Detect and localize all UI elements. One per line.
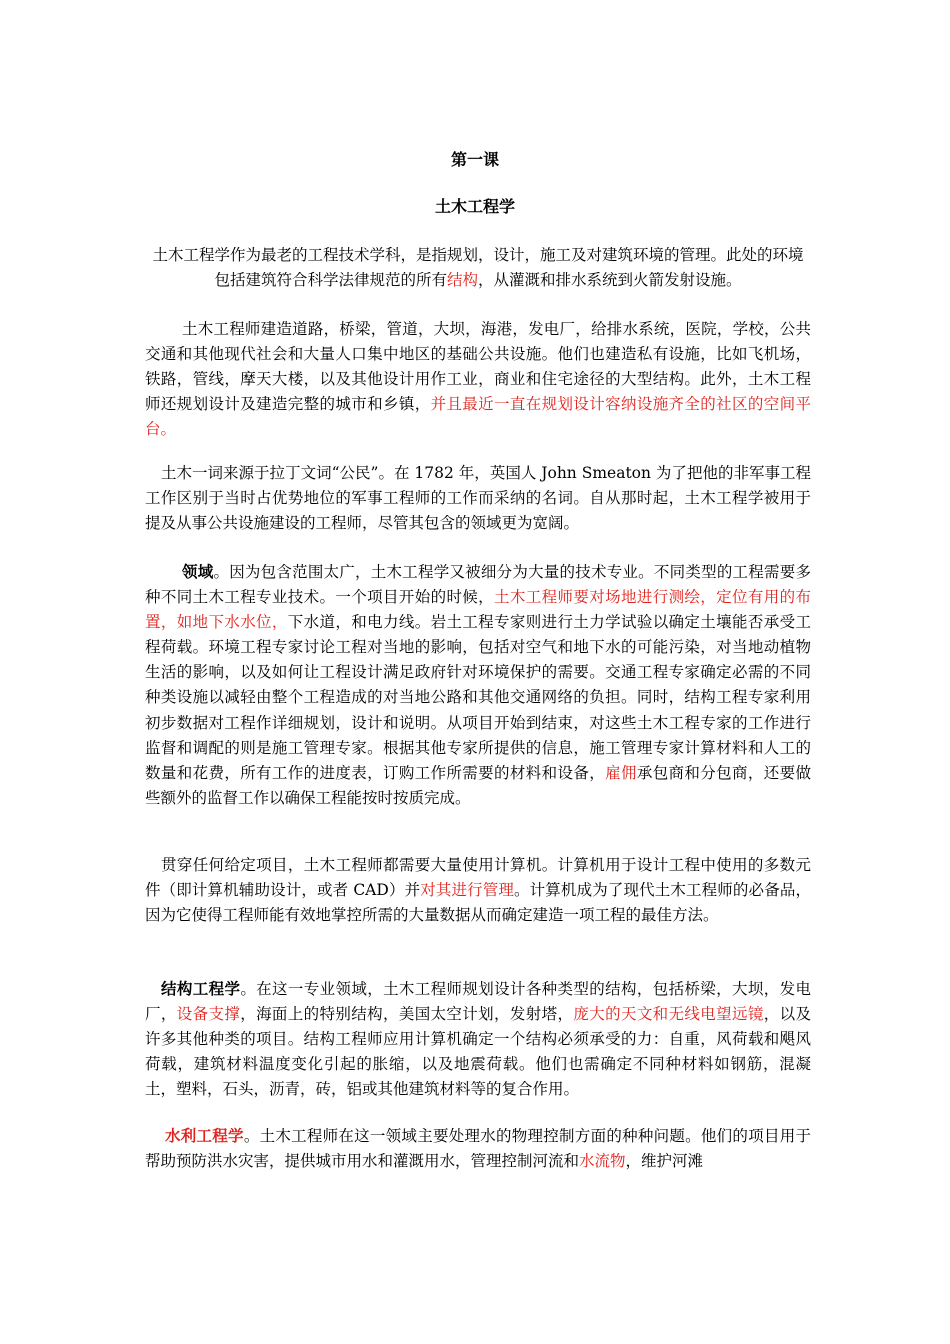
paragraph-intro [145,243,811,293]
paragraph-text: 。因为包含范围太广，土木工程学又被细分为大量的技术专业。不同类型的工程需要多种不同土木工程专业技术。一个项目开始的时候， [145,563,811,607]
highlighted-text: 水利工程学 [165,1126,244,1145]
paragraph-text: 承包商和分包商，还要做些额外的监督工作以确保工程能按时按质完成。 [145,763,811,807]
paragraph-text: 。计算机成为了现代土木工程师的必备品，因为它使得工程师能有效地掌控所需的大量数据从而确定建造一项工程的最佳方法。 [145,881,811,925]
highlighted-text: 庞大的天文和无线电望远镜 [573,1005,764,1024]
paragraph-text: 土木工程师建造道路，桥梁，管道，大坝，海港，发电厂，给排水系统，医院，学校，公共交通和其他现代社会和大量人口集中地区的基础公共设施。他们也建造私有设施，比如飞机场，铁路，管线，摩天大楼，以及其他设计用作工业，商业和住宅途径的大型结构。此外，土木工程师还规划设计及建造完整的城市和乡镇， [145,320,811,414]
paragraph-structural [145,976,811,1102]
highlighted-text: 结构 [446,271,478,290]
bold-heading-text: 结构工程学 [161,979,241,998]
paragraph-text: 。在这一专业领域，土木工程师规划设计各种类型的结构，包括桥梁，大坝，发电厂， [145,980,811,1024]
paragraph-text: ，维护河滩 [625,1152,704,1171]
lesson-title: 第一课 [450,150,499,169]
paragraph-text: 。土木工程师在这一领域主要处理水的物理控制方面的种种问题。他们的项目用于帮助预防洪水灾害，提供城市用水和灌溉用水，管理控制河流和 [145,1127,811,1171]
subject-title: 土木工程学 [434,197,515,216]
paragraph-text: ，海面上的特别结构，美国太空计划，发射塔， [240,1005,574,1024]
paragraph-text: 土木工程学作为最老的工程技术学科，是指规划，设计，施工及对建筑环境的管理。此处的环境包括建筑符合科学法律规范的所有 [152,246,804,290]
paragraph-etymology [145,461,811,536]
paragraph-hydraulic [145,1123,811,1174]
paragraph-text: 土木一词来源于拉丁文词“公民”。在 1782 年，英国人 John Smeaton 为了把他的非军事工程工作区别于当时占优势地位的军事工程师的工作而采纳的名词。自从那时起，土木工程学被用于提及从事公共设施建设的工程师，尽管其包含的领域更为宽阔。 [145,464,811,533]
paragraph-builders [145,317,811,442]
highlighted-text: 对其进行管理 [420,881,515,900]
paragraph-computers [145,853,811,928]
highlighted-text: 土木工程师要对场地进行测绘，定位有用的布置，如地下水水位， [145,588,811,632]
highlighted-text: 雇佣 [605,763,637,782]
highlighted-text: 并且最近一直在规划设计容纳设施齐全的社区的空间平台。 [145,395,811,439]
paragraph-text: 下水道，和电力线。岩土工程专家则进行土力学试验以确定土壤能否承受工程荷载。环境工程专家讨论工程对当地的影响，包括对空气和地下水的可能污染，对当地动植物生活的影响，以及如何让工程设计满足政府针对环境保护的需要。交通工程专家确定必需的不同种类设施以减轻由整个工程造成的对当地公路和其他交通网络的负担。同时，结构工程专家利用初步数据对工程作详细规划，设计和说明。从项目开始到结束，对这些土木工程专家的工作进行监督和调配的则是施工管理专家。根据其他专家所提供的信息，施工管理专家计算材料和人工的数量和花费，所有工作的进度表，订购工作所需要的材料和设备， [145,613,811,782]
paragraph-text: ，从灌溉和排水系统到火箭发射设施。 [478,271,742,290]
paragraph-text: ，以及许多其他种类的项目。结构工程师应用计算机确定一个结构必须承受的力：自重，风荷载和飓风荷载，建筑材料温度变化引起的胀缩，以及地震荷载。他们也需确定不同种材料如钢筋，混凝土，塑料，石头，沥青，砖，铝或其他建筑材料等的复合作用。 [145,1005,811,1099]
paragraph-fields [145,559,811,811]
highlighted-text: 设备支撑 [176,1005,241,1024]
bold-heading-text: 领域 [182,562,214,581]
highlighted-text: 水流物 [579,1152,626,1171]
paragraph-text: 贯穿任何给定项目，土木工程师都需要大量使用计算机。计算机用于设计工程中使用的多数元件（即计算机辅助设计，或者 CAD）并 [145,856,811,900]
